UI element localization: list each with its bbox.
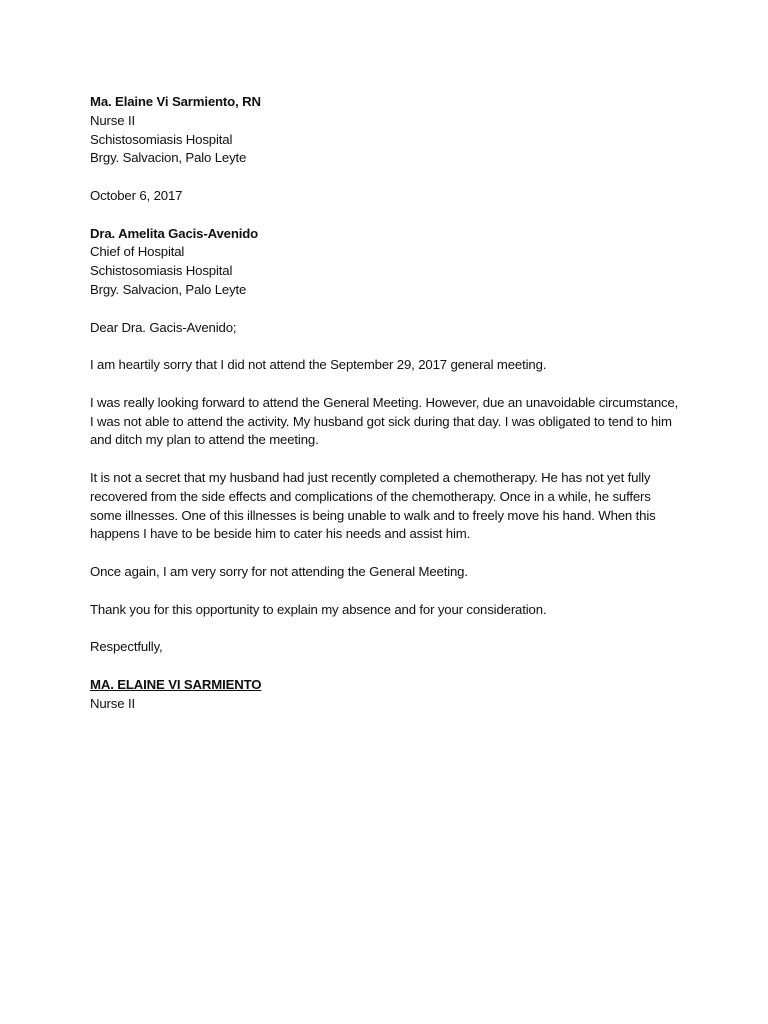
paragraph-line: It is not a secret that my husband had just recently completed a chemotherapy. He has not yet fully	[90, 469, 651, 485]
recipient-address: Brgy. Salvacion, Palo Leyte	[90, 281, 247, 297]
letter-date: October 6, 2017	[90, 187, 183, 203]
paragraph-line: Once again, I am very sorry for not attending the General Meeting.	[90, 563, 468, 579]
sender-block	[90, 93, 690, 168]
paragraph-3	[90, 469, 690, 544]
recipient-organization: Schistosomiasis Hospital	[90, 263, 233, 279]
paragraph-line: some illnesses. One of this illnesses is being unable to walk and to freely move his hand. When this	[90, 507, 656, 523]
paragraph-4	[90, 563, 690, 582]
paragraph-line: I was not able to attend the activity. My husband got sick during that day. I was obligated to tend to him	[90, 413, 672, 429]
paragraph-line: and ditch my plan to attend the meeting.	[90, 432, 319, 448]
recipient-name: Dra. Amelita Gacis-Avenido	[90, 225, 259, 241]
paragraph-1	[90, 356, 690, 375]
paragraph-line: happens I have to be beside him to cater his needs and assist him.	[90, 526, 471, 542]
paragraph-line: I was really looking forward to attend the General Meeting. However, due an unavoidable circumstance,	[90, 394, 679, 410]
paragraph-line: Thank you for this opportunity to explain my absence and for your consideration.	[90, 601, 547, 617]
paragraph-line: recovered from the side effects and complications of the chemotherapy. Once in a while, he suffers	[90, 488, 651, 504]
signature-name: MA. ELAINE VI SARMIENTO	[90, 676, 262, 692]
sender-name: Ma. Elaine Vi Sarmiento, RN	[90, 94, 261, 109]
paragraph-5	[90, 601, 690, 620]
paragraph-2	[90, 394, 690, 450]
paragraph-line: I am heartily sorry that I did not attend the September 29, 2017 general meeting.	[90, 357, 547, 373]
signature-block	[90, 676, 690, 714]
sender-position: Nurse II	[90, 112, 135, 128]
sender-address: Brgy. Salvacion, Palo Leyte	[90, 150, 247, 166]
signature-position: Nurse II	[90, 695, 135, 711]
letter-body	[90, 93, 690, 713]
recipient-position: Chief of Hospital	[90, 244, 185, 260]
salutation: Dear Dra. Gacis-Avenido;	[90, 319, 237, 335]
sender-organization: Schistosomiasis Hospital	[90, 131, 233, 147]
closing: Respectfully,	[90, 639, 163, 655]
recipient-block	[90, 225, 690, 300]
